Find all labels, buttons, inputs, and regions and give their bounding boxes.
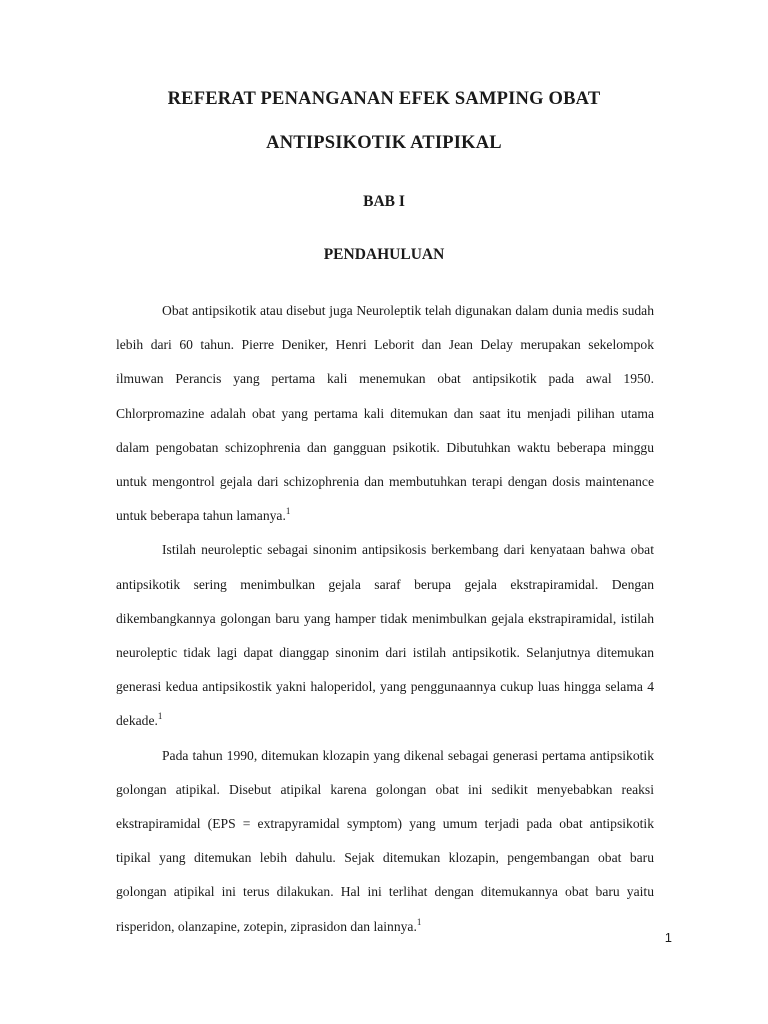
paragraph-3-text: Pada tahun 1990, ditemukan klozapin yang dikenal sebagai generasi pertama antipsikotik golongan atipikal. Disebut atipikal karena golongan obat ini sedikit menyebabkan reaksi ekstrapiramidal (EPS = extrapyramidal symptom) yang umum terjadi pada obat antipsikotik tipikal yang ditemukan lebih dahulu. Sejak ditemukan klozapin, pengembangan obat baru golongan atipikal ini terus dilakukan. Hal ini terlihat dengan ditemukannya obat baru yaitu risperidon, olanzapine, zotepin, ziprasidon dan lainnya.	[116, 747, 654, 934]
paragraph-2-reference: 1	[157, 711, 163, 722]
page-number: 1	[664, 930, 672, 945]
paragraph-3	[116, 739, 654, 944]
document-body	[116, 294, 654, 944]
paragraph-2-text: Istilah neuroleptic sebagai sinonim antipsikosis berkembang dari kenyataan bahwa obat antipsikotik sering menimbulkan gejala saraf berupa gejala ekstrapiramidal. Dengan dikembangkannya golongan baru yang hamper tidak menimbulkan gejala ekstrapiramidal, istilah neuroleptic tidak lagi dapat dianggap sinonim dari istilah antipsikotik. Selanjutnya ditemukan generasi kedua antipsikostik yakni haloperidol, yang penggunaannya cukup luas hingga selama 4 dekade.	[116, 542, 654, 729]
document-title-line-1: REFERAT PENANGANAN EFEK SAMPING OBAT	[167, 89, 601, 109]
paragraph-1-reference: 1	[285, 506, 291, 517]
chapter-title: PENDAHULUAN	[323, 246, 445, 263]
document-title-line-2: ANTIPSIKOTIK ATIPIKAL	[266, 133, 502, 153]
paragraph-2	[116, 533, 654, 738]
chapter-label: BAB I	[363, 193, 405, 210]
paragraph-1	[116, 294, 654, 533]
paragraph-1-text: Obat antipsikotik atau disebut juga Neuroleptik telah digunakan dalam dunia medis sudah lebih dari 60 tahun. Pierre Deniker, Henri Leborit dan Jean Delay merupakan sekelompok ilmuwan Perancis yang pertama kali menemukan obat antipsikotik pada awal 1950. Chlorpromazine adalah obat yang pertama kali ditemukan dan saat itu menjadi pilihan utama dalam pengobatan schizophrenia dan gangguan psikotik. Dibutuhkan waktu beberapa minggu untuk mengontrol gejala dari schizophrenia dan membutuhkan terapi dengan dosis maintenance untuk beberapa tahun lamanya.	[116, 303, 654, 524]
paragraph-3-reference: 1	[416, 916, 422, 927]
